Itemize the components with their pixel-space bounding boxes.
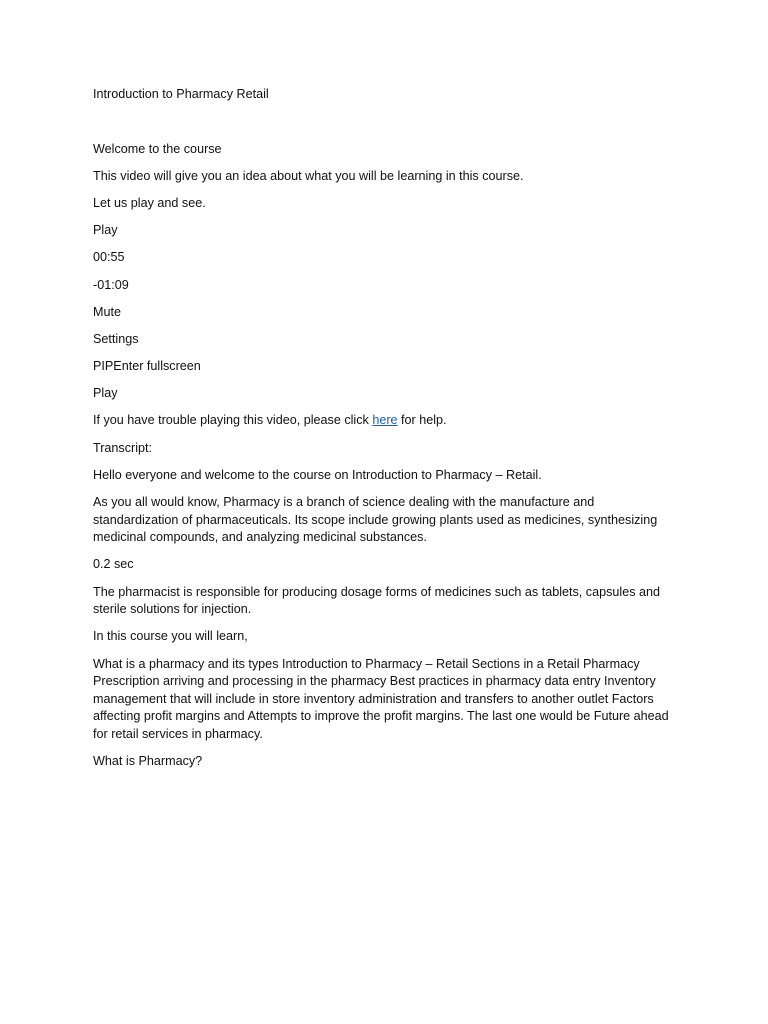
mute-button[interactable]: Mute	[93, 304, 121, 319]
transcript-paragraph-1: Hello everyone and welcome to the course on Introduction to Pharmacy – Retail.	[93, 467, 542, 482]
document-page	[93, 86, 683, 780]
let-us-play-text: Let us play and see.	[93, 195, 206, 210]
document-title: Introduction to Pharmacy Retail	[93, 87, 269, 101]
pip-fullscreen-button[interactable]: PIPEnter fullscreen	[93, 359, 201, 374]
trouble-text-before: If you have trouble playing this video, please click	[93, 413, 373, 428]
remaining-time: -01:09	[93, 277, 129, 292]
transcript-paragraph-3: 0.2 sec	[93, 557, 134, 572]
transcript-paragraph-4: The pharmacist is responsible for producing dosage forms of medicines such as tablets, capsules and sterile solutions for injection.	[93, 584, 661, 617]
transcript-paragraph-7: What is Pharmacy?	[93, 754, 203, 769]
play-button[interactable]: Play	[93, 223, 118, 238]
trouble-text	[93, 412, 683, 430]
settings-button[interactable]: Settings	[93, 331, 139, 346]
help-link[interactable]: here	[372, 413, 398, 428]
transcript-paragraph-5: In this course you will learn,	[93, 629, 248, 644]
play-button-secondary[interactable]: Play	[93, 386, 118, 401]
transcript-paragraph-2: As you all would know, Pharmacy is a branch of science dealing with the manufacture and standardization of pharmaceuticals. Its scope include growing plants used as medicines, synthesizing medicinal compounds, and analyzing medicinal substances.	[93, 495, 658, 545]
welcome-text: Welcome to the course	[93, 141, 222, 156]
elapsed-time: 00:55	[93, 250, 125, 265]
trouble-text-after: for help.	[397, 413, 447, 428]
transcript-paragraph-6: What is a pharmacy and its types Introduction to Pharmacy – Retail Sections in a Retail Pharmacy Prescription arriving and processing in the pharmacy Best practices in pharmacy data entry Inventory management that will include in store inventory administration and transfers to another outlet Factors affecting profit margins and Attempts to improve the profit margins. The last one would be Future ahead for retail services in pharmacy.	[93, 656, 669, 741]
intro-text: This video will give you an idea about what you will be learning in this course.	[93, 168, 524, 183]
transcript-label: Transcript:	[93, 440, 153, 455]
